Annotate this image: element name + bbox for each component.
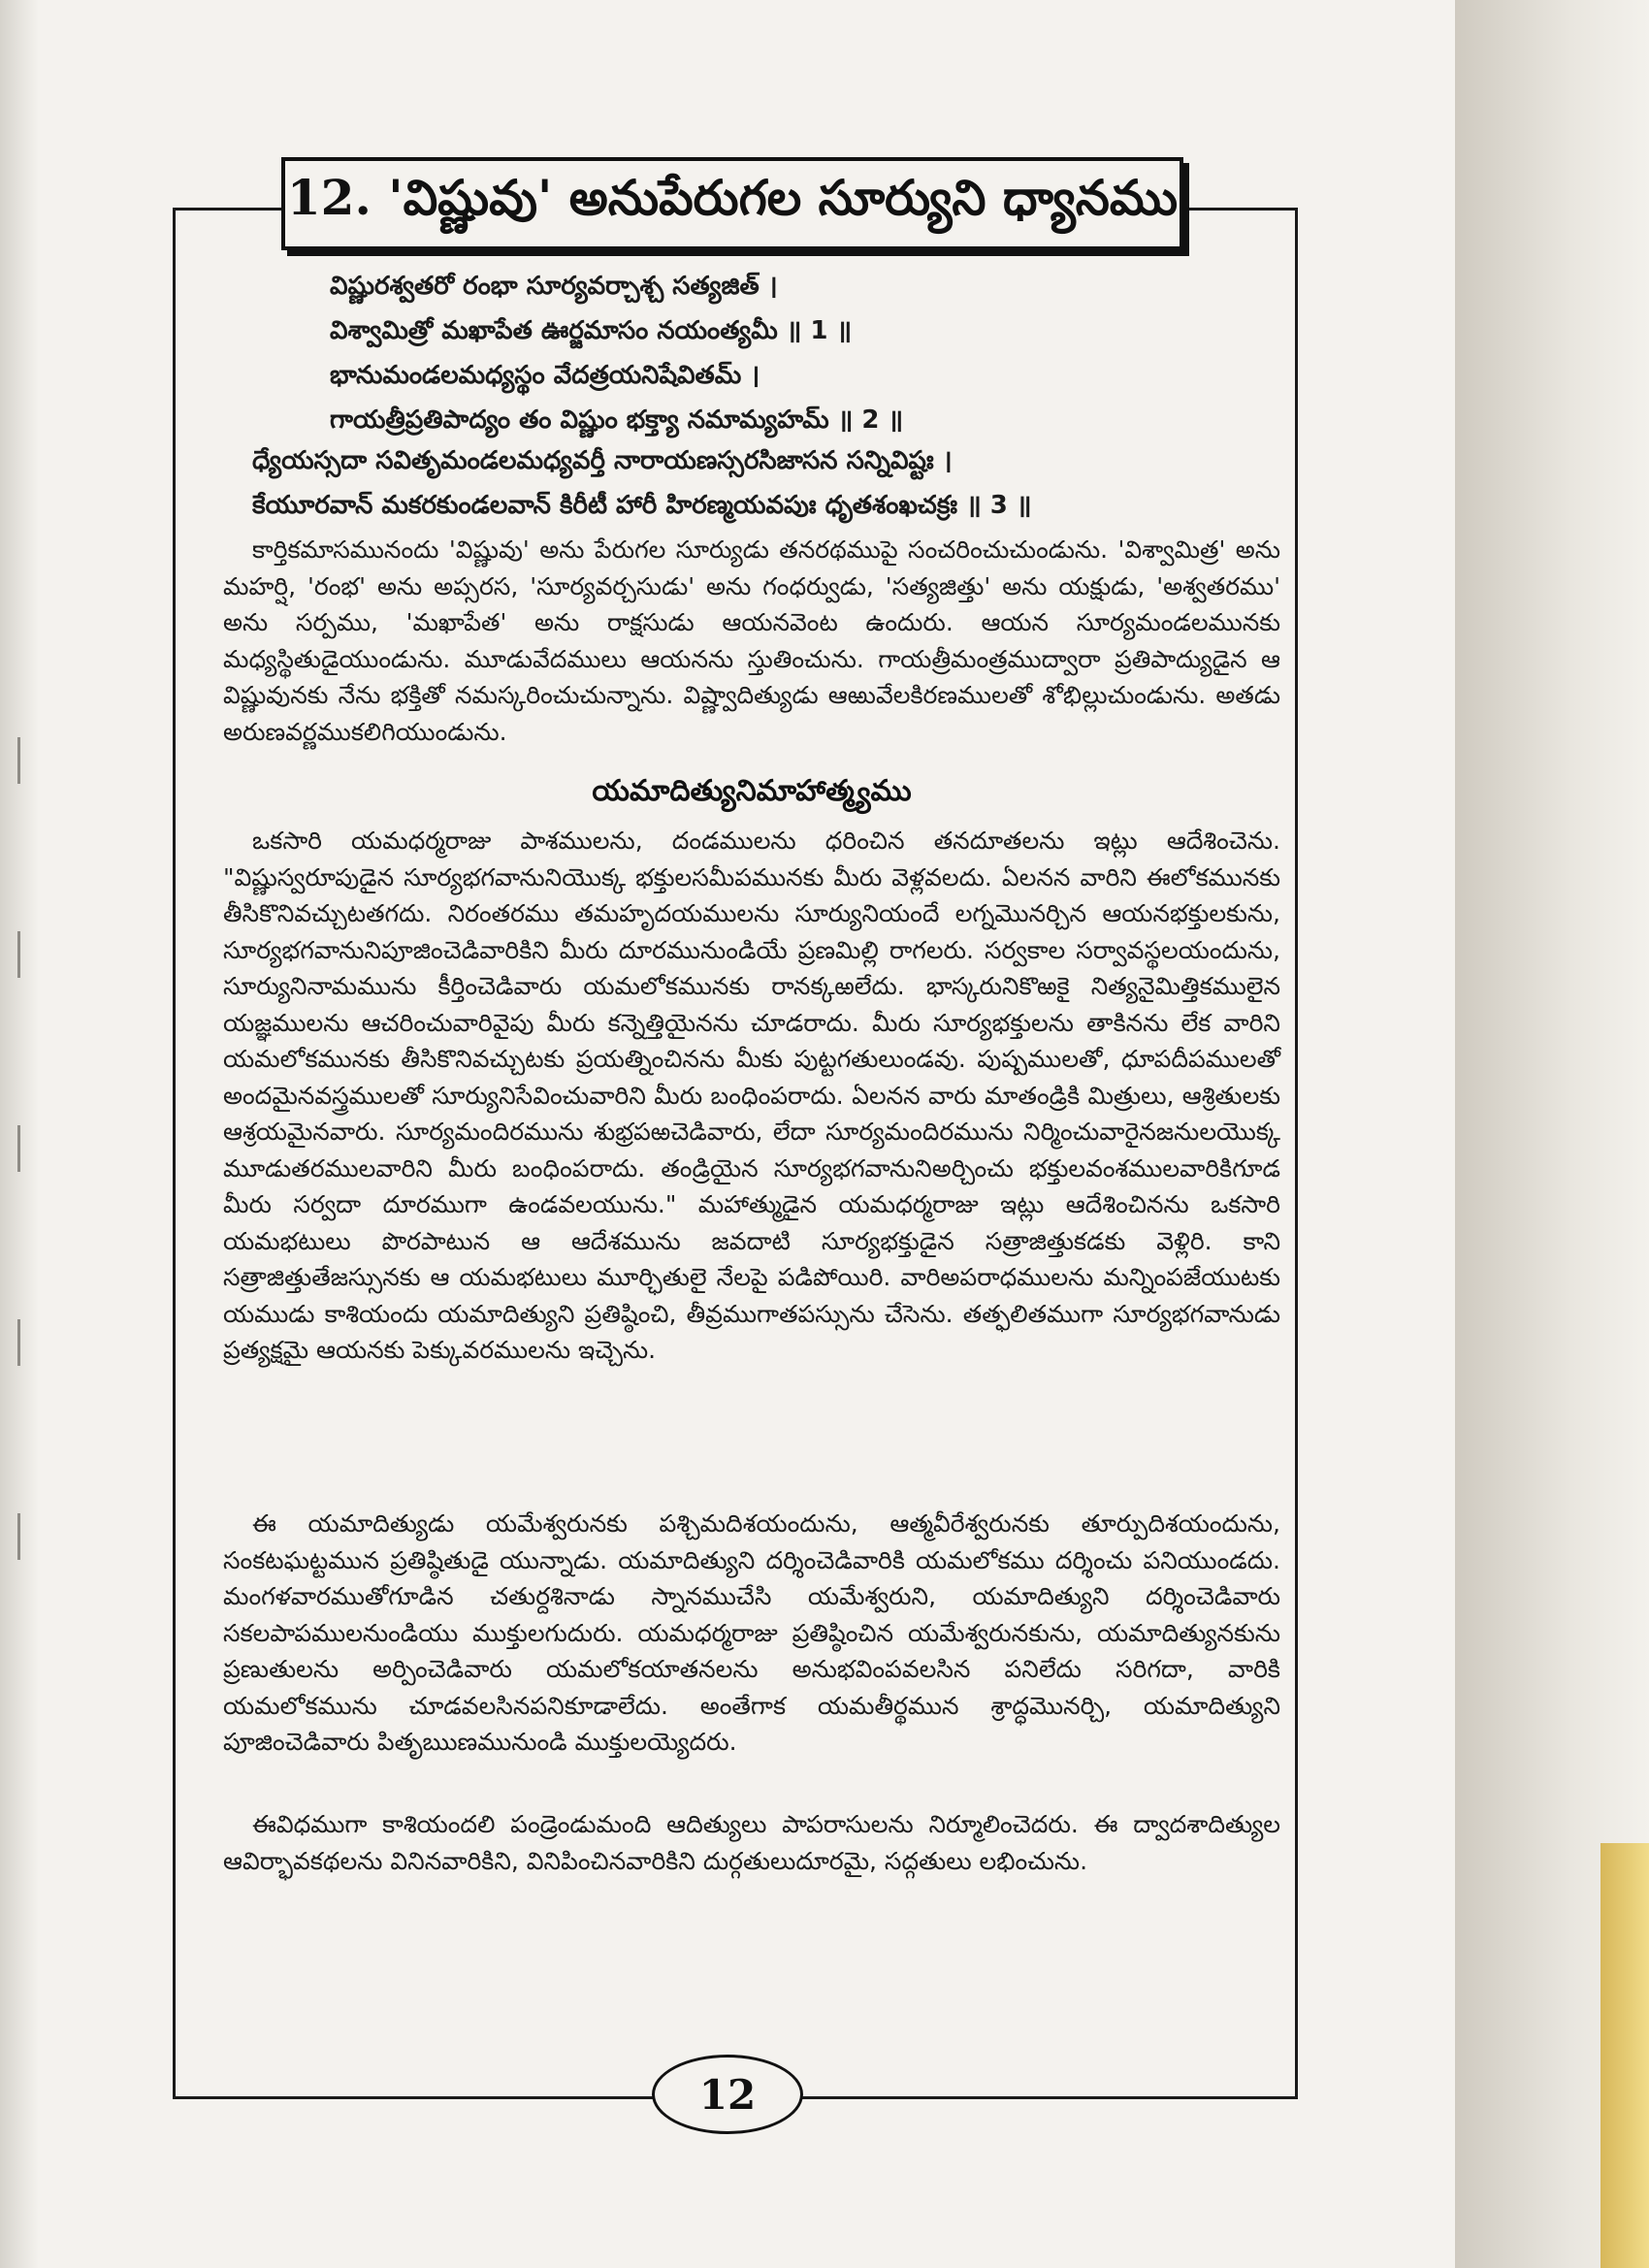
verse-line: భానుమండలమధ్యస్థం వేదత్రయనిషేవితమ్ । xyxy=(330,361,760,390)
binding-stitch xyxy=(17,1319,20,1366)
verse-line: ధ్యేయస్సదా సవితృమండలమధ్యవర్తీ నారాయణస్సరసిజాసన సన్నివిష్టః । xyxy=(252,446,953,475)
verse-block-1 xyxy=(330,264,1261,442)
binding-stitch xyxy=(17,1125,20,1172)
section-heading: యమాదిత్యునిమాహాత్మ్యము xyxy=(592,774,912,808)
title-box xyxy=(281,157,1183,250)
cover-edge xyxy=(1600,1843,1649,2268)
verse-line: విశ్వామిత్రో మఖాపేత ఊర్జమాసం నయంత్యమీ ॥ 1 ॥ xyxy=(330,316,853,345)
page-number: 12 xyxy=(652,2055,803,2134)
verse-line: కేయూరవాన్ మకరకుండలవాన్ కిరీటీ హారీ హిరణ్మయవపుః ధృతశంఖచక్రః ॥ 3 ॥ xyxy=(252,491,1032,520)
binding-stitch xyxy=(17,737,20,784)
paragraph-2: ఒకసారి యమధర్మరాజు పాశములను, దండములను ధరించిన తనదూతలను ఇట్లు ఆదేశించెను. "విష్ణుస్వరూపుడైన సూర్యభగవానునియొక్క భక్తులసమీపమునకు మీరు వెళ్లవలదు. ఏలనన వారిని ఈలోకమునకు తీసికొనివచ్చుటతగదు. నిరంతరము తమహృదయములను సూర్యునియందే లగ్నమొనర్చిన ఆయనభక్తులకును, సూర్యభగవానునిపూజించెడివారికిని మీరు దూరమునుండియే ప్రణమిల్లి రాగలరు. సర్వకాల సర్వావస్థలయందును, సూర్యునినామమును కీర్తించెడివారు యమలోకమునకు రానక్కఱలేదు. భాస్కరునికొఱకై నిత్యనైమిత్తికములైన యజ్ఞములను ఆచరించువారివైపు మీరు కన్నెత్తియైనను చూడరాదు. మీరు సూర్యభక్తులను తాకినను లేక వారిని యమలోకమునకు తీసికొనివచ్చుటకు ప్రయత్నించినను మీకు పుట్టగతులుండవు. పుష్పములతో, ధూపదీపములతో అందమైనవస్త్రములతో సూర్యునిసేవించువారిని మీరు బంధింపరాదు. ఏలనన వారు మాతండ్రికి మిత్రులు, ఆశ్రితులకు ఆశ్రయమైనవారు. సూర్యమందిరమును శుభ్రపఱచెడివారు, లేదా సూర్యమందిరమును నిర్మించువారైనజనులయొక్క మూడుతరములవారిని మీరు బంధింపరాదు. తండ్రియైన సూర్యభగవానునిఅర్చించు భక్తులవంశములవారికిగూడ మీరు సర్వదా దూరముగా ఉండవలయును." మహాత్ముడైన యమధర్మరాజు ఇట్లు ఆదేశించినను ఒకసారి యమభటులు పొరపాటున ఆ ఆదేశమును జవదాటి సూర్యభక్తుడైన సత్రాజిత్తుకడకు వెళ్లిరి. కాని సత్రాజిత్తుతేజస్సునకు ఆ యమభటులు మూర్ఛితులై నేలపై పడిపోయిరి. వారిఅపరాధములను మన్నింపజేయుటకు యముడు కాశియందు యమాదిత్యుని ప్రతిష్ఠించి, తీవ్రముగాతపస్సును చేసెను. తత్ఫలితముగా సూర్యభగవానుడు ప్రత్యక్షమై ఆయనకు పెక్కువరములను ఇచ్చెను. xyxy=(223,826,1280,1364)
verse-line: విష్ణురశ్వతరో రంభా సూర్యవర్చాశ్చ సత్యజిత్ । xyxy=(330,272,778,301)
paragraph-4: ఈవిధముగా కాశియందలి పండ్రెండుమంది ఆదిత్యులు పాపరాసులను నిర్మూలించెదరు. ఈ ద్వాదశాదిత్యుల ఆవిర్భావకథలను వినినవారికిని, వినిపించినవారికిని దుర్గతులుదూరమై, సద్గతులు లభించును. xyxy=(223,1810,1280,1875)
paragraph-3: ఈ యమాదిత్యుడు యమేశ్వరునకు పశ్చిమదిశయందును, ఆత్మవీరేశ్వరునకు తూర్పుదిశయందును, సంకటఘట్టమున ప్రతిష్ఠితుడై యున్నాడు. యమాదిత్యుని దర్శించెడివారికి యమలోకము దర్శించు పనియుండదు. మంగళవారముతోగూడిన చతుర్దశినాడు స్నానముచేసి యమేశ్వరుని, యమాదిత్యుని దర్శించెడివారు సకలపాపములనుండియు ముక్తులగుదురు. యమధర్మరాజు ప్రతిష్ఠించిన యమేశ్వరునకును, యమాదిత్యునకును ప్రణుతులను అర్పించెడివారు యమలోకయాతనలను అనుభవింపవలసిన పనిలేదు సరిగదా, వారికి యమలోకమును చూడవలసినపనికూడాలేదు. అంతేగాక యమతీర్థమున శ్రాద్ధమొనర్చి, యమాదిత్యుని పూజించెడివారు పితృఋణమునుండి ముక్తులయ్యెదరు. xyxy=(223,1509,1280,1756)
page-title: 12. 'విష్ణువు' అనుపేరుగల సూర్యుని ధ్యానము xyxy=(286,169,1179,226)
verse-block-2 xyxy=(252,438,1280,528)
binding-stitch xyxy=(17,931,20,978)
binding-stitch xyxy=(17,1513,20,1560)
paragraph-1: కార్తికమాసమునందు 'విష్ణువు' అను పేరుగల సూర్యుడు తనరథముపై సంచరించుచుండును. 'విశ్వామిత్ర' అను మహర్షి, 'రంభ' అను అప్సరస, 'సూర్యవర్చసుడు' అను గంధర్వుడు, 'సత్యజిత్తు' అను యక్షుడు, 'అశ్వతరము' అను సర్పము, 'మఖాపేత' అను రాక్షసుడు ఆయనవెంట ఉందురు. ఆయన సూర్యమండలమునకు మధ్యస్థితుడైయుండును. మూడువేదములు ఆయనను స్తుతించును. గాయత్రీమంత్రముద్వారా ప్రతిపాద్యుడైన ఆ విష్ణువునకు నేను భక్తితో నమస్కరించుచున్నాను. విష్ణ్వాదిత్యుడు ఆఱువేలకిరణములతో శోభిల్లుచుండును. అతడు అరుణవర్ణముకలిగియుండును. xyxy=(223,535,1280,746)
verse-line: గాయత్రీప్రతిపాద్యం తం విష్ణుం భక్త్యా నమామ్యహమ్ ॥ 2 ॥ xyxy=(330,405,904,435)
